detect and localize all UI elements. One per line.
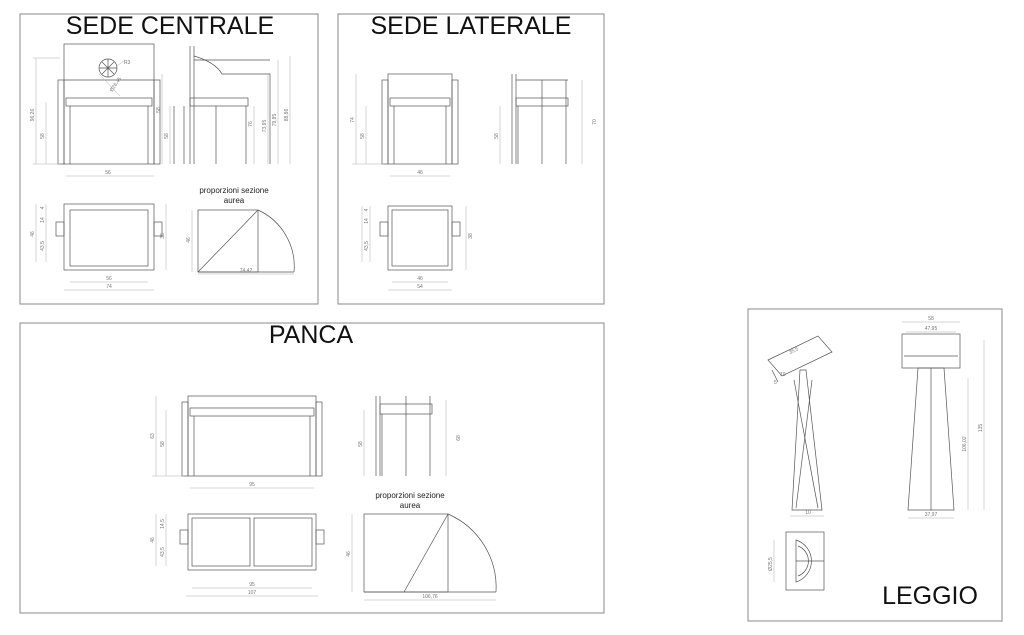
dim-front-top-outer: 58 xyxy=(928,316,934,322)
dim-plan-a: 14,5 xyxy=(160,519,166,529)
side-view xyxy=(768,336,832,516)
panel-title: SEDE CENTRALE xyxy=(65,12,275,40)
dim-side-h3: 79,85 xyxy=(272,113,278,127)
panel-leggio xyxy=(748,309,1002,621)
dim-plan-c: 43,5 xyxy=(364,241,370,251)
dim-side-h-total: 68 xyxy=(456,435,462,441)
dim-plan-b: 14 xyxy=(364,218,370,224)
dim-side-top-a: 5 xyxy=(774,380,777,386)
dim-front-w: 56 xyxy=(105,170,111,176)
dim-plan-d: 46 xyxy=(150,537,156,543)
dim-side-h1: 58 xyxy=(164,133,170,139)
dim-plan-w-inner: 95 xyxy=(249,582,255,588)
dim-side-h4: 73,95 xyxy=(262,119,268,133)
dim-golden-h: 46 xyxy=(186,237,192,243)
dim-side-h-seat: 58 xyxy=(494,133,500,139)
dim-plan-c: 43,5 xyxy=(40,241,46,251)
dim-plan-right: 38 xyxy=(468,233,474,239)
dim-plan-d: 46 xyxy=(30,231,36,237)
dim-front-h-total: 96,26 xyxy=(30,108,36,122)
panel-panca xyxy=(20,321,604,613)
dim-golden-w: 74,42 xyxy=(239,268,253,274)
dim-emblem-r: R3 xyxy=(124,60,131,66)
panel-title: PANCA xyxy=(268,321,354,349)
golden-note-line2: aurea xyxy=(223,196,245,205)
panel-frame xyxy=(338,14,604,304)
front-view xyxy=(30,44,160,176)
golden-section-diagram xyxy=(186,186,294,274)
dim-front-w: 46 xyxy=(417,170,423,176)
dim-side-h5: 88,86 xyxy=(284,108,290,122)
dim-front-w: 95 xyxy=(249,482,255,488)
dim-plan-d: Ø25,5 xyxy=(768,557,774,571)
dim-side-h2: 76 xyxy=(248,121,254,127)
dim-front-h-seat: 58 xyxy=(40,133,46,139)
dim-front-h-total: 74 xyxy=(350,117,356,123)
front-view xyxy=(902,316,984,518)
dim-side-base: 10 xyxy=(805,510,811,516)
dim-front-h-shaft: 106,02 xyxy=(962,436,968,452)
panel-frame xyxy=(20,14,318,304)
plan-view xyxy=(30,204,166,290)
panel-frame xyxy=(20,323,604,613)
dim-plan-a: 4 xyxy=(40,206,46,210)
panel-title: SEDE LATERALE xyxy=(370,12,572,40)
dim-desk-len: 35,5 xyxy=(788,346,800,356)
dim-golden-h: 46 xyxy=(346,551,352,557)
dim-plan-w-outer: 54 xyxy=(417,284,423,290)
golden-note-line1: proporzioni sezione xyxy=(199,186,269,195)
dim-front-h-total: 135 xyxy=(978,423,984,433)
side-view xyxy=(358,396,462,476)
dim-golden-w: 106,76 xyxy=(422,594,438,600)
dim-side-h-total: 70 xyxy=(592,119,598,125)
panel-title: LEGGIO xyxy=(882,582,978,610)
dim-side-top: 58 xyxy=(156,107,162,113)
side-view xyxy=(494,74,598,164)
dim-plan-b: 14 xyxy=(40,217,46,223)
dim-front-top-inner: 47,95 xyxy=(924,326,938,332)
dim-plan-w-outer: 107 xyxy=(247,590,257,596)
golden-section-diagram xyxy=(346,491,496,600)
dim-front-h-seat: 58 xyxy=(360,133,366,139)
plan-view xyxy=(768,532,824,590)
front-view xyxy=(350,74,458,176)
dim-side-top-b: 10 xyxy=(780,372,786,378)
dim-plan-a: 4 xyxy=(364,208,370,212)
dim-plan-right: 38 xyxy=(160,233,166,239)
dim-plan-w-outer: 74 xyxy=(106,284,112,290)
dim-front-h-total: 63 xyxy=(150,433,156,439)
dim-side-h-seat: 58 xyxy=(358,441,364,447)
golden-note-line1: proporzioni sezione xyxy=(375,491,445,500)
panel-sede-laterale xyxy=(338,12,604,304)
dim-front-base-w: 37,97 xyxy=(924,512,938,518)
front-view xyxy=(150,396,322,488)
panel-sede-centrale xyxy=(20,12,318,304)
dim-plan-w-inner: 56 xyxy=(106,276,112,282)
dim-plan-w-inner: 46 xyxy=(417,276,423,282)
plan-view xyxy=(362,206,474,290)
golden-note-line2: aurea xyxy=(399,501,421,510)
dim-front-h-seat: 58 xyxy=(160,441,166,447)
dim-plan-c: 43,5 xyxy=(160,547,166,557)
plan-view xyxy=(150,514,324,596)
dim-emblem-d: Ø26,45 xyxy=(108,76,124,94)
side-view xyxy=(156,46,290,164)
